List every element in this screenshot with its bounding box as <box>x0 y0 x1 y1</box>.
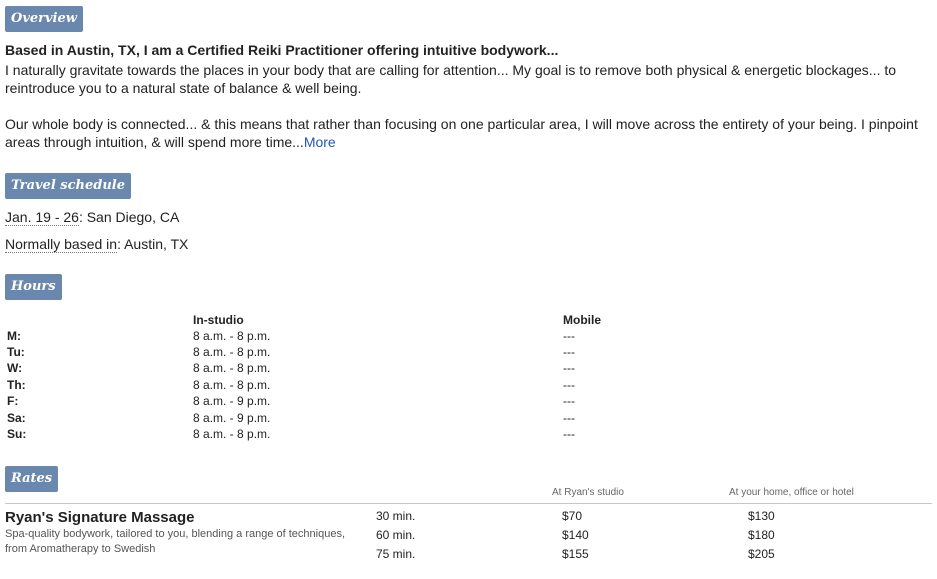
rate-studio-price: $140 <box>562 528 589 542</box>
hours-badge: Hours <box>5 274 62 300</box>
overview-badge: Overview <box>5 6 83 32</box>
home-base-line <box>5 236 188 252</box>
service-description: Spa-quality bodywork, tailored to you, blending a range of techniques, from Aromatherapy to Swedish <box>5 528 345 555</box>
rates-col-studio: At Ryan's studio <box>552 487 624 498</box>
hours-day: F: <box>7 394 19 408</box>
hours-row <box>0 394 937 410</box>
hours-day: Tu: <box>7 345 25 359</box>
hours-studio: 8 a.m. - 8 p.m. <box>193 361 271 375</box>
hours-day: Sa: <box>7 411 26 425</box>
hours-day: M: <box>7 329 21 343</box>
hours-row <box>0 329 937 345</box>
hours-mobile: --- <box>563 329 575 343</box>
hours-row <box>0 345 937 361</box>
home-base-location: : Austin, TX <box>117 236 189 252</box>
travel-dates-line <box>5 209 179 225</box>
rate-home-price: $130 <box>748 509 775 523</box>
hours-row <box>0 361 937 377</box>
rate-duration: 60 min. <box>376 528 416 542</box>
travel-dates-location: : San Diego, CA <box>78 209 180 225</box>
rate-studio-price: $155 <box>562 547 589 561</box>
service-name: Ryan's Signature Massage <box>5 509 195 526</box>
hours-studio: 8 a.m. - 9 p.m. <box>193 411 271 425</box>
hours-studio: 8 a.m. - 9 p.m. <box>193 394 271 408</box>
overview-paragraph-2-text: Our whole body is connected... & this means that rather than focusing on one particular area, I will move across the entirety of your being. I pinpoint areas through intuition, & will spend more time... <box>5 116 918 150</box>
hours-studio: 8 a.m. - 8 p.m. <box>193 345 271 359</box>
rate-duration: 75 min. <box>376 547 416 561</box>
hours-day: Su: <box>7 427 27 441</box>
hours-day: Th: <box>7 378 26 392</box>
overview-paragraph-2 <box>5 115 935 151</box>
home-base-label: Normally based in <box>5 236 118 252</box>
hours-row <box>0 411 937 427</box>
rate-studio-price: $70 <box>562 509 583 523</box>
rate-home-price: $180 <box>748 528 775 542</box>
hours-mobile: --- <box>563 361 575 375</box>
hours-mobile: --- <box>563 394 575 408</box>
rate-row <box>0 509 937 527</box>
rates-badge: Rates <box>5 466 58 492</box>
rates-col-home: At your home, office or hotel <box>729 487 854 498</box>
rate-duration: 30 min. <box>376 509 416 523</box>
hours-mobile: --- <box>563 345 575 359</box>
travel-dates: Jan. 19 - 26 <box>5 209 79 225</box>
hours-col-mobile: Mobile <box>563 313 601 327</box>
hours-row <box>0 427 937 443</box>
hours-studio: 8 a.m. - 8 p.m. <box>193 329 271 343</box>
overview-paragraph-1: I naturally gravitate towards the places in your body that are calling for attention... My goal is to remove both physical & energetic blockages... to reintroduce you to a natural state of balance & well being. <box>5 62 897 96</box>
hours-studio: 8 a.m. - 8 p.m. <box>193 427 271 441</box>
overview-lead: Based in Austin, TX, I am a Certified Reiki Practitioner offering intuitive bodywork... <box>5 42 559 58</box>
rate-home-price: $205 <box>748 547 775 561</box>
hours-mobile: --- <box>563 427 575 441</box>
hours-day: W: <box>7 361 23 375</box>
rate-row <box>0 547 937 565</box>
hours-mobile: --- <box>563 411 575 425</box>
hours-studio: 8 a.m. - 8 p.m. <box>193 378 271 392</box>
rates-divider <box>5 503 932 504</box>
hours-row <box>0 378 937 394</box>
travel-schedule-badge: Travel schedule <box>5 173 131 199</box>
hours-col-studio: In-studio <box>193 313 244 327</box>
hours-mobile: --- <box>563 378 575 392</box>
more-link[interactable]: More <box>303 134 336 150</box>
rate-row <box>0 528 937 546</box>
